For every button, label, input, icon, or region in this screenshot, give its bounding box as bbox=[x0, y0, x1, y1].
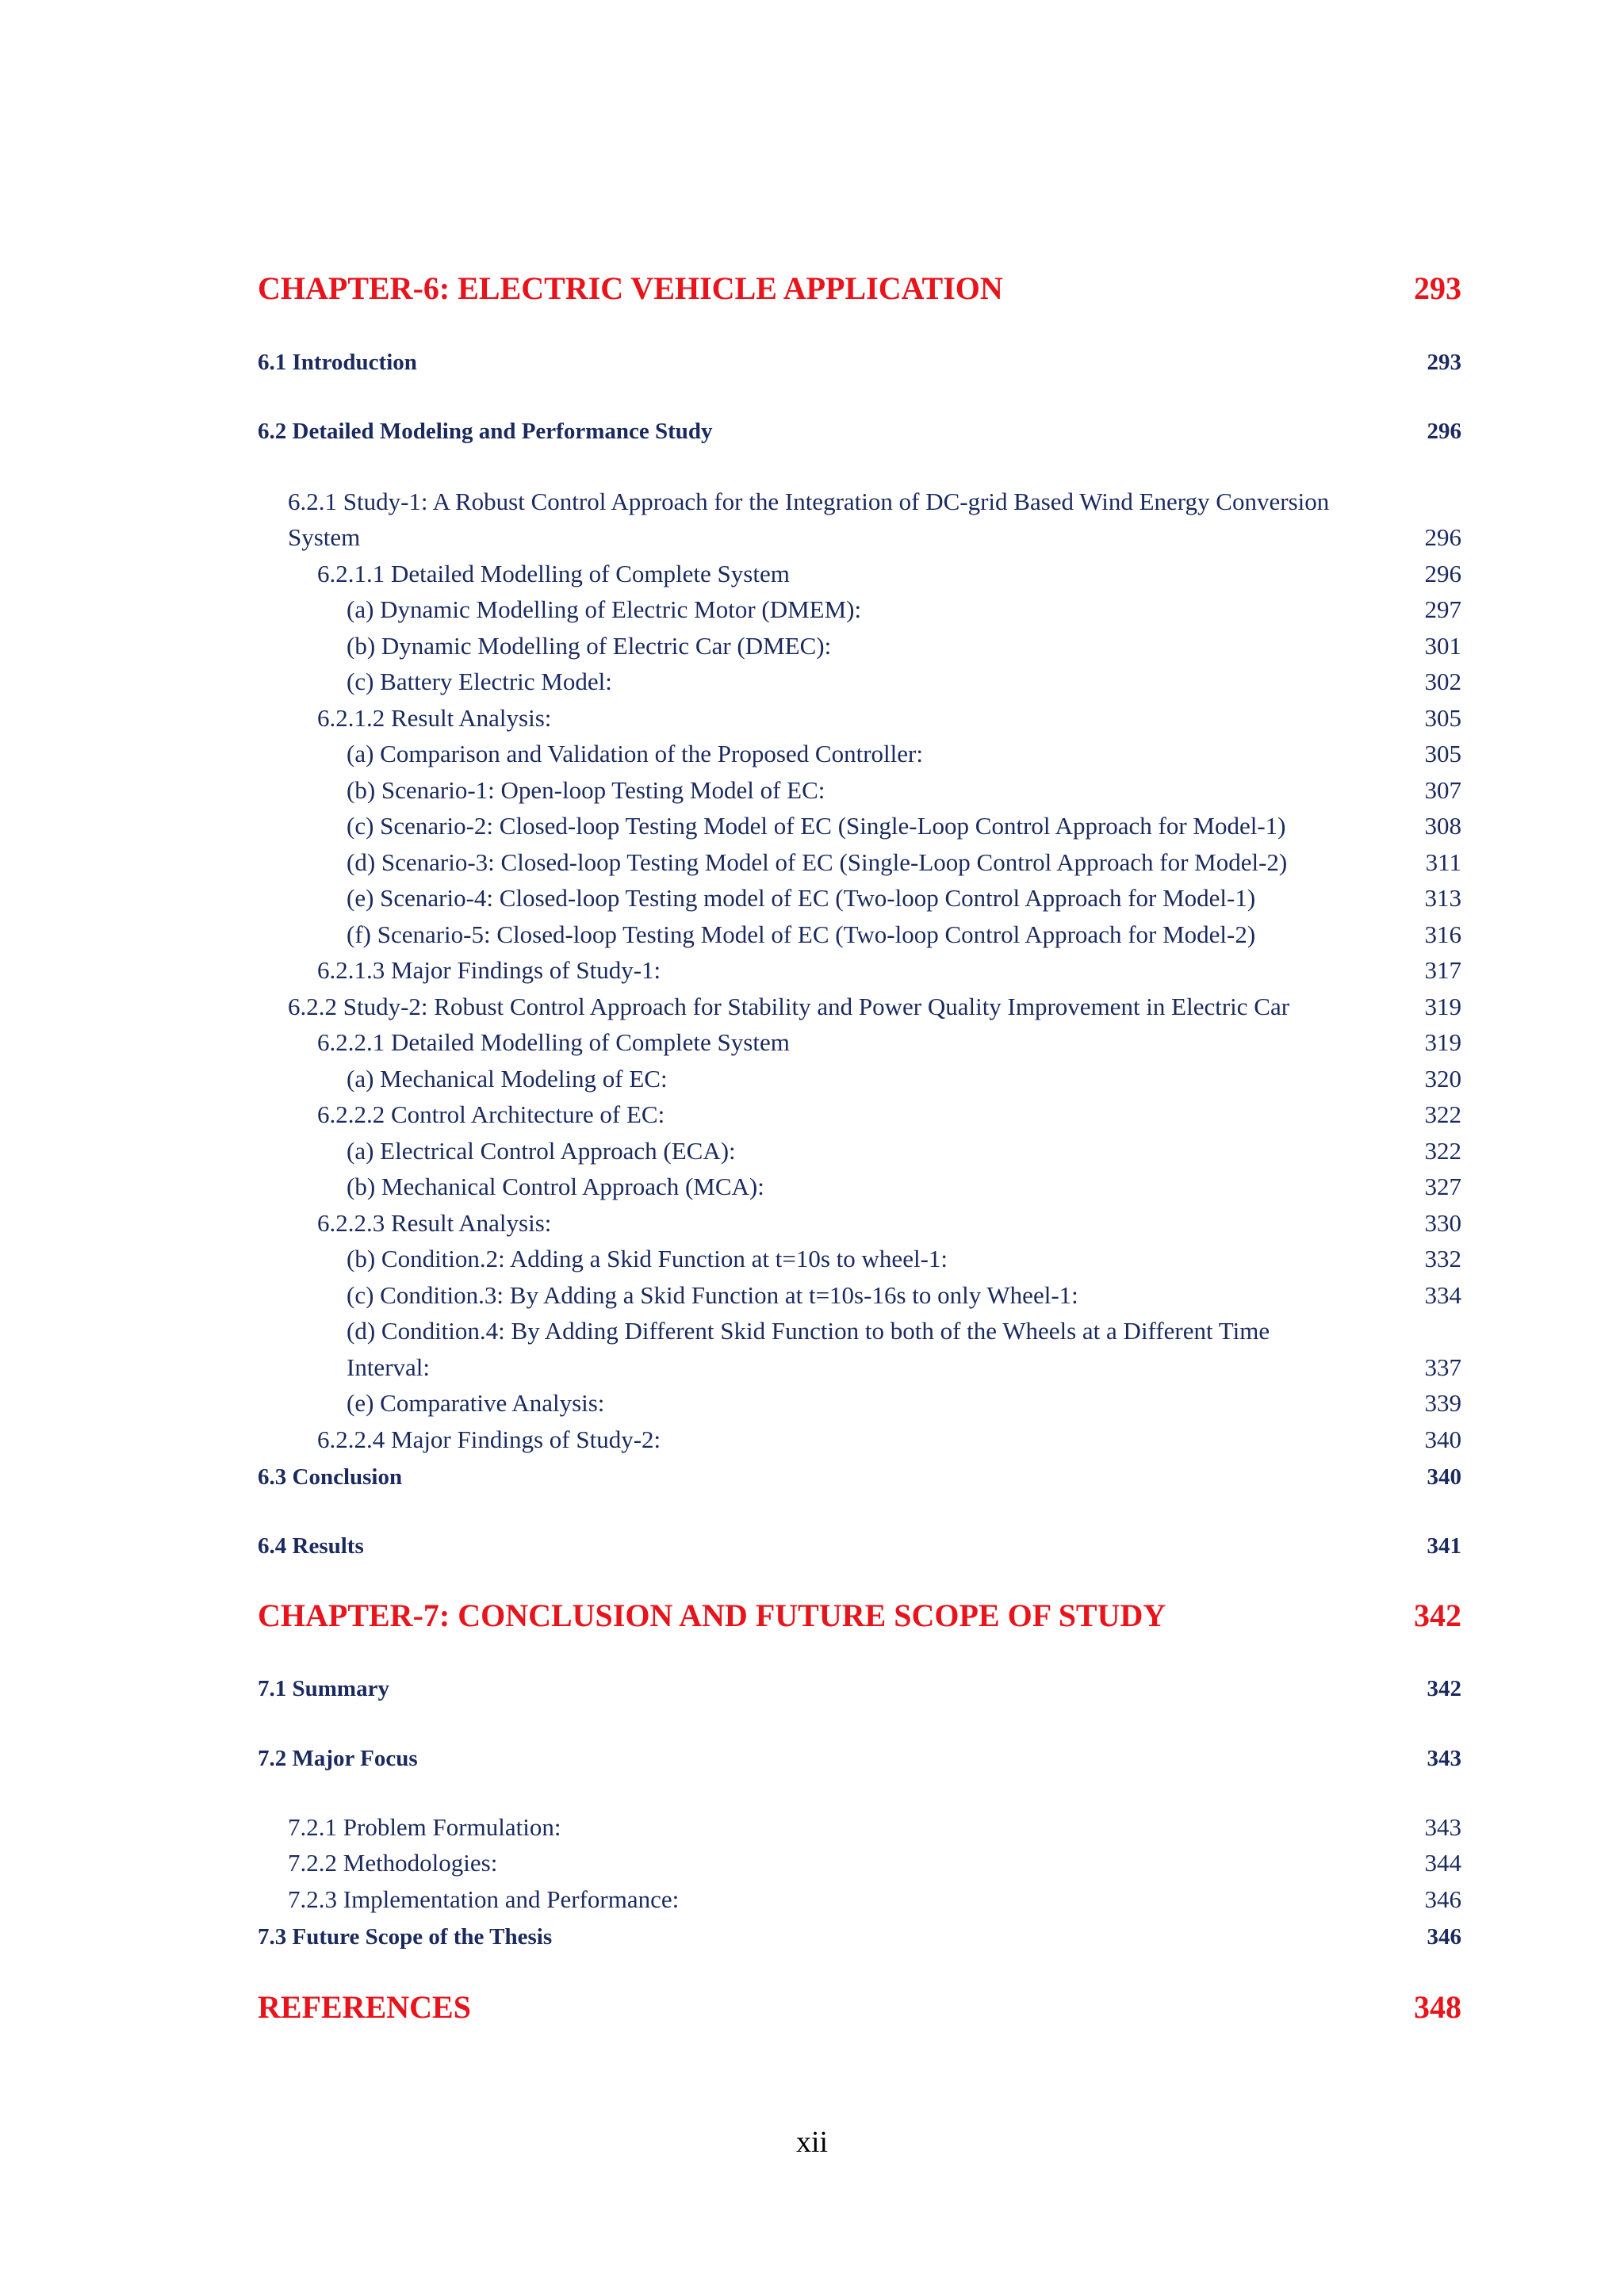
toc-entry-6-2-2-2[interactable] bbox=[317, 1100, 1461, 1130]
toc-entry-scenario-1[interactable] bbox=[347, 775, 1461, 806]
toc-entry-condition-4-line1[interactable]: (d) Condition.4: By Adding Different Skid Function to both of the Wheels at a Different Time bbox=[347, 1317, 1270, 1345]
toc-entry-title: 7.2.1 Problem Formulation: bbox=[288, 1813, 561, 1841]
toc-entry-title: 6.2.2.4 Major Findings of Study-2: bbox=[317, 1425, 661, 1453]
toc-entry-title: 7.2.3 Implementation and Performance: bbox=[288, 1885, 680, 1913]
toc-entry-mechanical-modeling[interactable] bbox=[347, 1064, 1461, 1094]
toc-entry-6-2-2-1[interactable] bbox=[317, 1027, 1461, 1058]
toc-entry-title: 6.2.2.2 Control Architecture of EC: bbox=[317, 1100, 665, 1128]
toc-entry-title: REFERENCES bbox=[258, 1989, 471, 2025]
toc-entry-7-3[interactable] bbox=[258, 1923, 1461, 1951]
toc-entry-page: 330 bbox=[1424, 1209, 1461, 1237]
toc-entry-chapter-7[interactable] bbox=[258, 1597, 1461, 1635]
toc-entry-7-2-2[interactable] bbox=[288, 1848, 1461, 1878]
toc-entry-page: 341 bbox=[1427, 1533, 1461, 1559]
toc-entry-condition-4[interactable] bbox=[347, 1353, 1461, 1383]
toc-entry-7-2-1[interactable] bbox=[288, 1812, 1461, 1843]
toc-entry-page: 302 bbox=[1424, 668, 1461, 695]
toc-entry-title: System bbox=[288, 523, 361, 551]
toc-entry-title: (b) Mechanical Control Approach (MCA): bbox=[347, 1173, 764, 1200]
toc-entry-title: 6.4 Results bbox=[258, 1533, 364, 1559]
toc-entry-title: Interval: bbox=[347, 1353, 431, 1381]
toc-entry-page: 319 bbox=[1424, 1028, 1461, 1056]
toc-entry-page: 296 bbox=[1424, 523, 1461, 551]
toc-entry-page: 343 bbox=[1427, 1746, 1461, 1771]
toc-entry-page: 348 bbox=[1414, 1989, 1461, 2025]
toc-entry-scenario-3[interactable] bbox=[347, 848, 1461, 878]
toc-entry-title: 6.1 Introduction bbox=[258, 350, 417, 375]
toc-entry-title: (b) Condition.2: Adding a Skid Function at t=10s to wheel-1: bbox=[347, 1245, 948, 1272]
toc-entry-page: 317 bbox=[1424, 956, 1461, 984]
toc-entry-page: 340 bbox=[1427, 1464, 1461, 1490]
toc-entry-title: 6.2.2 Study-2: Robust Control Approach for Stability and Power Quality Improvement in Electric Car bbox=[288, 993, 1290, 1020]
toc-entry-7-1[interactable] bbox=[258, 1674, 1461, 1703]
toc-entry-6-4[interactable] bbox=[258, 1532, 1461, 1560]
toc-entry-page: 316 bbox=[1424, 920, 1461, 948]
toc-entry-page: 322 bbox=[1424, 1100, 1461, 1128]
toc-entry-references[interactable] bbox=[258, 1988, 1461, 2026]
toc-entry-6-2-2[interactable] bbox=[288, 992, 1461, 1022]
toc-entry-title: 7.2.2 Methodologies: bbox=[288, 1849, 498, 1877]
toc-entry-6-2-1-3[interactable] bbox=[317, 955, 1461, 985]
toc-entry-page: 297 bbox=[1424, 595, 1461, 623]
toc-entry-title: 7.3 Future Scope of the Thesis bbox=[258, 1924, 553, 1950]
toc-entry-6-2[interactable] bbox=[258, 417, 1461, 446]
toc-entry-title: (f) Scenario-5: Closed-loop Testing Model of EC (Two-loop Control Approach for Model-2) bbox=[347, 920, 1256, 948]
toc-entry-battery[interactable] bbox=[347, 667, 1461, 697]
toc-entry-page: 332 bbox=[1424, 1245, 1461, 1272]
toc-entry-page: 322 bbox=[1424, 1137, 1461, 1165]
toc-entry-page: 327 bbox=[1424, 1173, 1461, 1200]
toc-entry-page: 311 bbox=[1425, 848, 1461, 876]
toc-entry-7-2[interactable] bbox=[258, 1744, 1461, 1773]
toc-entry-6-2-1[interactable] bbox=[288, 522, 1461, 553]
toc-entry-title: 6.2.2.3 Result Analysis: bbox=[317, 1209, 552, 1237]
toc-entry-page: 334 bbox=[1424, 1281, 1461, 1309]
toc-entry-title: (b) Dynamic Modelling of Electric Car (DMEC): bbox=[347, 632, 832, 660]
toc-entry-title: (c) Battery Electric Model: bbox=[347, 668, 612, 695]
toc-entry-title: (c) Scenario-2: Closed-loop Testing Model of EC (Single-Loop Control Approach for Model-1) bbox=[347, 812, 1286, 840]
toc-entry-condition-3[interactable] bbox=[347, 1280, 1461, 1311]
toc-entry-chapter-6[interactable] bbox=[258, 270, 1461, 308]
toc-entry-title: (a) Electrical Control Approach (ECA): bbox=[347, 1137, 736, 1165]
toc-entry-6-2-2-3[interactable] bbox=[317, 1208, 1461, 1238]
toc-entry-mca[interactable] bbox=[347, 1172, 1461, 1202]
toc-entry-page: 337 bbox=[1424, 1353, 1461, 1381]
toc-entry-title: (e) Comparative Analysis: bbox=[347, 1389, 605, 1417]
page-number: xii bbox=[795, 2126, 829, 2159]
toc-entry-title: (d) Scenario-3: Closed-loop Testing Model of EC (Single-Loop Control Approach for Model-2) bbox=[347, 848, 1288, 876]
toc-entry-comparison[interactable] bbox=[347, 739, 1461, 769]
toc-entry-title: CHAPTER-7: CONCLUSION AND FUTURE SCOPE OF STUDY bbox=[258, 1598, 1166, 1633]
toc-entry-page: 319 bbox=[1424, 993, 1461, 1020]
toc-entry-title: 7.1 Summary bbox=[258, 1676, 389, 1701]
toc-entry-scenario-2[interactable] bbox=[347, 811, 1461, 841]
toc-entry-6-2-1-1[interactable] bbox=[317, 559, 1461, 589]
table-of-contents bbox=[258, 0, 1461, 2296]
toc-entry-page: 293 bbox=[1427, 350, 1461, 375]
toc-entry-title: 6.3 Conclusion bbox=[258, 1464, 403, 1490]
toc-entry-title: 6.2.1.1 Detailed Modelling of Complete System bbox=[317, 560, 790, 587]
toc-entry-condition-2[interactable] bbox=[347, 1244, 1461, 1274]
toc-entry-page: 313 bbox=[1424, 884, 1461, 912]
toc-entry-title: (a) Dynamic Modelling of Electric Motor (DMEM): bbox=[347, 595, 862, 623]
toc-entry-dmem[interactable] bbox=[347, 595, 1461, 625]
toc-entry-page: 296 bbox=[1424, 560, 1461, 587]
toc-entry-page: 342 bbox=[1414, 1598, 1461, 1633]
toc-entry-6-3[interactable] bbox=[258, 1463, 1461, 1491]
toc-entry-dmec[interactable] bbox=[347, 631, 1461, 661]
toc-entry-eca[interactable] bbox=[347, 1136, 1461, 1166]
toc-entry-page: 339 bbox=[1424, 1389, 1461, 1417]
toc-entry-page: 343 bbox=[1424, 1813, 1461, 1841]
toc-entry-7-2-3[interactable] bbox=[288, 1885, 1461, 1915]
toc-entry-title: (c) Condition.3: By Adding a Skid Function at t=10s-16s to only Wheel-1: bbox=[347, 1281, 1078, 1309]
toc-entry-page: 307 bbox=[1424, 776, 1461, 804]
toc-entry-page: 305 bbox=[1424, 704, 1461, 732]
toc-entry-page: 293 bbox=[1414, 270, 1461, 306]
toc-entry-page: 305 bbox=[1424, 740, 1461, 767]
toc-entry-title: 6.2 Detailed Modeling and Performance Study bbox=[258, 419, 713, 444]
toc-entry-page: 301 bbox=[1424, 632, 1461, 660]
toc-entry-title: (a) Comparison and Validation of the Proposed Controller: bbox=[347, 740, 923, 767]
toc-entry-page: 340 bbox=[1424, 1425, 1461, 1453]
toc-entry-page: 296 bbox=[1427, 419, 1461, 444]
toc-entry-scenario-4[interactable] bbox=[347, 883, 1461, 913]
toc-entry-title: 6.2.1.3 Major Findings of Study-1: bbox=[317, 956, 661, 984]
toc-entry-6-2-2-4[interactable] bbox=[317, 1425, 1461, 1455]
toc-entry-page: 320 bbox=[1424, 1065, 1461, 1093]
toc-entry-6-1[interactable] bbox=[258, 348, 1461, 377]
toc-entry-page: 308 bbox=[1424, 812, 1461, 840]
toc-entry-title: 6.2.1.2 Result Analysis: bbox=[317, 704, 552, 732]
toc-entry-title: (a) Mechanical Modeling of EC: bbox=[347, 1065, 668, 1093]
toc-entry-title: (b) Scenario-1: Open-loop Testing Model of EC: bbox=[347, 776, 825, 804]
toc-entry-title: 7.2 Major Focus bbox=[258, 1746, 418, 1771]
toc-entry-comparative-analysis[interactable] bbox=[347, 1388, 1461, 1418]
toc-entry-6-2-1-2[interactable] bbox=[317, 703, 1461, 733]
toc-entry-page: 344 bbox=[1424, 1849, 1461, 1877]
toc-entry-6-2-1-line1[interactable]: 6.2.1 Study-1: A Robust Control Approach for the Integration of DC-grid Based Wind Energy Conversion bbox=[288, 488, 1330, 515]
toc-entry-scenario-5[interactable] bbox=[347, 920, 1461, 950]
toc-entry-title: CHAPTER-6: ELECTRIC VEHICLE APPLICATION bbox=[258, 270, 1003, 306]
toc-entry-page: 346 bbox=[1427, 1924, 1461, 1950]
toc-entry-page: 342 bbox=[1427, 1676, 1461, 1701]
toc-entry-title: (e) Scenario-4: Closed-loop Testing model of EC (Two-loop Control Approach for Model-1) bbox=[347, 884, 1256, 912]
toc-entry-title: 6.2.2.1 Detailed Modelling of Complete System bbox=[317, 1028, 790, 1056]
toc-entry-page: 346 bbox=[1424, 1885, 1461, 1913]
